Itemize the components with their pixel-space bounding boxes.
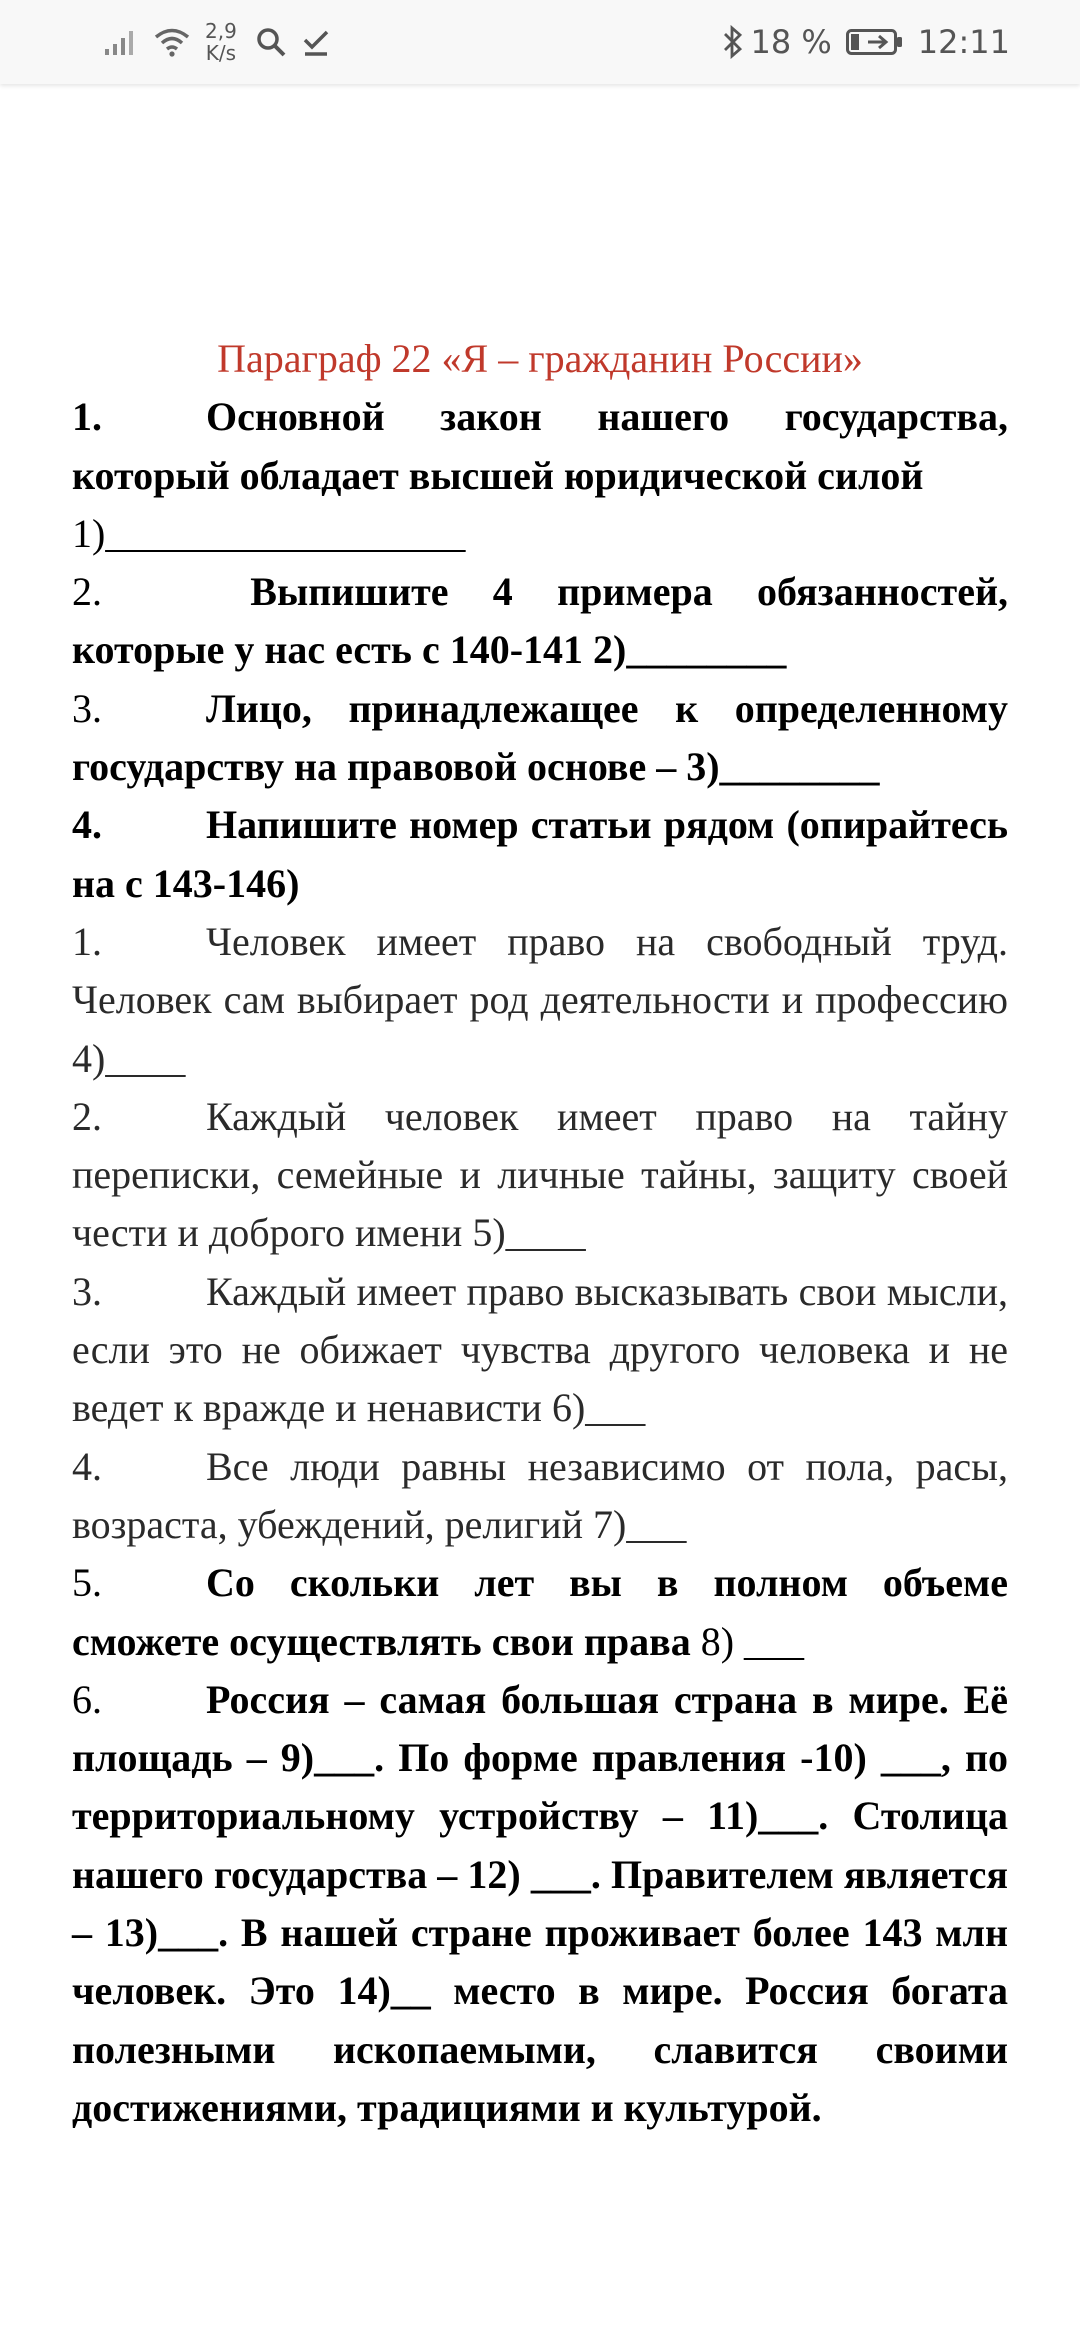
item-number: 3.: [72, 685, 102, 731]
item-number: 5.: [72, 1560, 102, 1606]
item-number: 1.: [72, 918, 102, 964]
article-item-1: [72, 913, 1008, 1088]
item-number: 2.: [72, 569, 102, 615]
item-text: Напишите номер статьи рядом (опирайтесь на с 143-146): [72, 802, 1008, 906]
question-3: [72, 680, 1008, 797]
question-5: [72, 1554, 1008, 1671]
item-number: 2.: [72, 1093, 102, 1139]
item-text: Каждый человек имеет право на тайну переписки, семейные и личные тайны, защиту своей чести и доброго имени 5)____: [72, 1093, 1008, 1256]
question-6: [72, 1671, 1008, 2137]
status-bar-left: [105, 0, 345, 84]
item-number: 6.: [72, 1676, 102, 1722]
question-4: [72, 796, 1008, 913]
signal-icon: [105, 27, 139, 57]
item-text: Со скольки лет вы в полном объеме сможете осуществлять свои права: [72, 1560, 1008, 1664]
wifi-icon: [153, 26, 191, 58]
question-2: [72, 563, 1008, 680]
question-1: [72, 388, 1008, 505]
item-number: 4.: [72, 802, 102, 848]
item-text: 1)__________________: [72, 510, 466, 556]
article-item-2: [72, 1088, 1008, 1263]
status-bar: [0, 0, 1080, 84]
item-text: Лицо, принадлежащее к определенному государству на правовой основе – 3)________: [72, 685, 1008, 790]
article-item-4: [72, 1438, 1008, 1555]
network-speed: [205, 20, 237, 64]
status-bar-right: [722, 0, 1010, 84]
item-number: 1.: [72, 394, 102, 440]
item-tail: 8) ___: [690, 1618, 805, 1664]
item-text: Основной закон нашего государства, который обладает высшей юридической силой: [72, 394, 1008, 498]
answer-blank-1: [72, 505, 1008, 563]
battery-charging-icon: [846, 27, 904, 57]
network-speed-unit: K/s: [205, 41, 237, 65]
bluetooth-icon: [722, 25, 744, 59]
clock: 12:11: [917, 23, 1010, 61]
item-number: 3.: [72, 1268, 102, 1314]
article-item-3: [72, 1263, 1008, 1438]
network-speed-value: 2,9: [205, 19, 237, 43]
battery-percent: 18 %: [750, 23, 832, 61]
item-text: Выпишите 4 примера обязанностей, которые у нас есть с 140-141 2)________: [72, 569, 1008, 673]
document-title: Параграф 22 «Я – гражданин России»: [217, 336, 863, 381]
document-body: [72, 330, 1008, 2137]
search-icon: [255, 26, 287, 58]
item-text: Человек имеет право на свободный труд. Человек сам выбирает род деятельности и профессию 4)____: [72, 918, 1008, 1081]
item-text: Россия – самая большая страна в мире. Её площадь – 9)___. По форме правления -10) ___, по территориальному устройству – 11)___. Столица нашего государства – 12) ___. Правителем является – 13)___. В нашей стране проживает более 143 млн человек. Это 14)__ место в мире. Россия богата полезными ископаемыми, славится своими достижениями, традициями и культурой.: [72, 1676, 1008, 2130]
download-done-icon: [301, 27, 331, 57]
item-text: Все люди равны независимо от пола, расы, возраста, убеждений, религий 7)___: [72, 1443, 1008, 1547]
item-number: 4.: [72, 1443, 102, 1489]
item-text: Каждый имеет право высказывать свои мысли, если это не обижает чувства другого человека и не ведет к вражде и ненависти 6)___: [72, 1268, 1008, 1431]
